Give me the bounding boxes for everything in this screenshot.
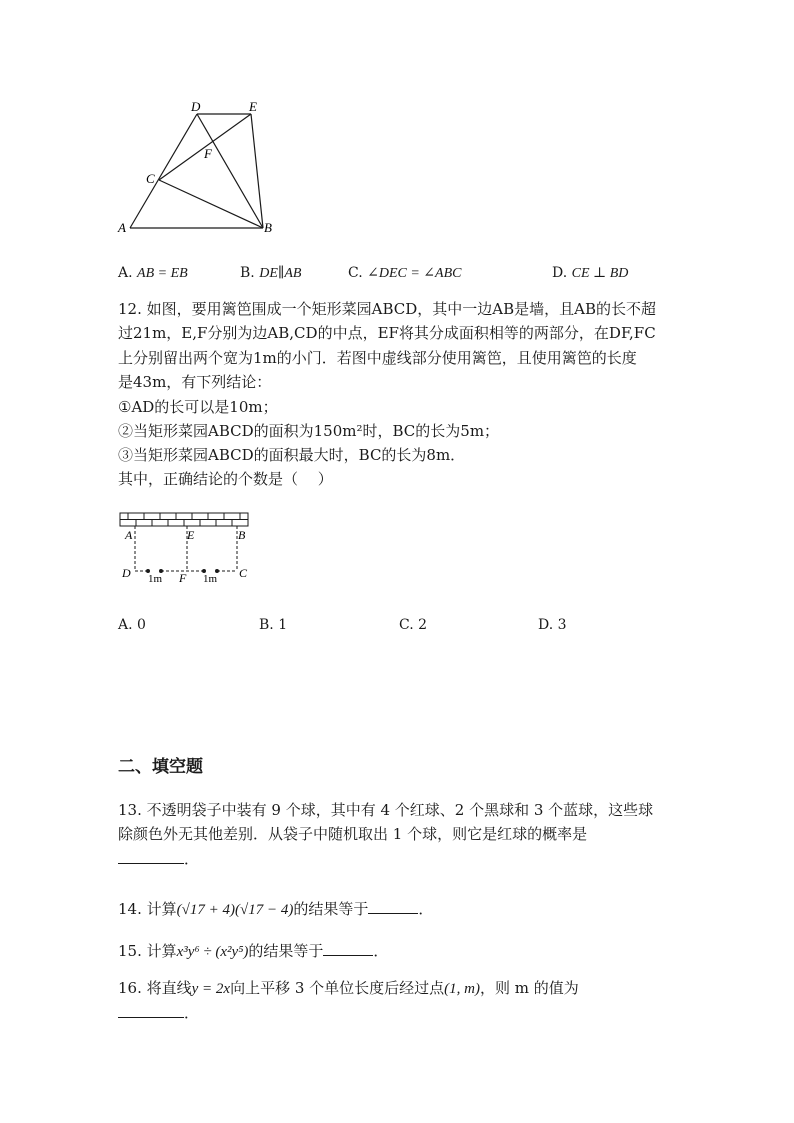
answer-blank[interactable]: [368, 897, 418, 914]
label-D: D: [191, 99, 201, 114]
garden-fence-figure: [115, 508, 255, 588]
fence-dashed-lines: [135, 526, 237, 571]
q12-line-5: ①AD的长可以是10m；: [118, 398, 278, 416]
answer-blank[interactable]: [118, 847, 184, 864]
q12-line-2: 过21m，E,F分别为边AB,CD的中点，EF将其分成面积相等的两部分，在DF,FC: [118, 324, 656, 342]
segment-AD: [130, 114, 197, 228]
section-title: 二、填空题: [118, 757, 203, 777]
label-A: A: [125, 528, 133, 542]
q13-answer-line: ．: [118, 847, 199, 870]
answer-blank[interactable]: [118, 1001, 184, 1018]
q13-line-2: 除颜色外无其他差别．从袋子中随机取出 1 个球，则它是红球的概率是: [118, 825, 588, 843]
q12-line-4: 是43m，有下列结论：: [118, 373, 272, 391]
door-1-label: 1m: [148, 573, 163, 585]
q11-option-a: A. AB = EB: [118, 265, 188, 281]
label-E: E: [249, 99, 257, 114]
q16-line-expression: y = 2x: [191, 981, 231, 997]
label-C: C: [146, 171, 155, 186]
q12-option-d: D. 3: [538, 617, 567, 633]
brick-wall: [120, 513, 248, 526]
q12-line-8: 其中，正确结论的个数是（ ）: [118, 470, 333, 488]
q13-line-1: 13. 不透明袋子中装有 9 个球，其中有 4 个红球、2 个黑球和 3 个蓝球，这些球: [118, 801, 654, 819]
door-2-label: 1m: [203, 573, 218, 585]
q12-line-6: ②当矩形菜园ABCD的面积为150m²时，BC的长为5m；: [118, 422, 500, 440]
label-F: F: [179, 571, 187, 585]
q15: 15. 计算x³y⁶ ÷ (x²y⁵)的结果等于 ．: [118, 939, 388, 963]
geometry-figure-1: [110, 95, 290, 240]
q12-option-b: B. 1: [259, 617, 288, 633]
segment-CB: [159, 180, 263, 228]
label-F: F: [204, 146, 212, 161]
q12-line-7: ③当矩形菜园ABCD的面积最大时，BC的长为8m．: [118, 446, 466, 464]
label-C: C: [239, 566, 248, 580]
q16-point: (1, m): [444, 981, 480, 997]
label-B: B: [264, 220, 272, 235]
label-A: A: [118, 220, 126, 235]
q15-expression: x³y⁶ ÷ (x²y⁵): [176, 944, 249, 960]
q12-option-a: A. 0: [118, 617, 146, 633]
q12-option-c: C. 2: [399, 617, 428, 633]
q12-line-1: 12. 如图，要用篱笆围成一个矩形菜园ABCD，其中一边AB是墙，且AB的长不超: [118, 300, 656, 318]
q11-option-c: C. ∠DEC = ∠ABC: [348, 265, 462, 281]
q16: 16. 将直线y = 2x向上平移 3 个单位长度后经过点(1, m)，则 m 的值为: [118, 979, 579, 997]
q11-option-d: D. CE ⊥ BD: [552, 265, 629, 281]
answer-blank[interactable]: [323, 939, 373, 956]
q16-answer-line: ．: [118, 1001, 199, 1024]
q14-expression: (√17 + 4)(√17 − 4): [176, 902, 294, 918]
q11-option-b: B. DE∥AB: [240, 265, 302, 281]
label-B: B: [238, 528, 246, 542]
label-D: D: [122, 566, 131, 580]
label-E: E: [187, 528, 195, 542]
q14: 14. 计算(√17 + 4)(√17 − 4)的结果等于 ．: [118, 897, 433, 921]
q12-line-3: 上分别留出两个宽为1m的小门．若图中虚线部分使用篱笆，且使用篱笆的长度: [118, 349, 637, 367]
